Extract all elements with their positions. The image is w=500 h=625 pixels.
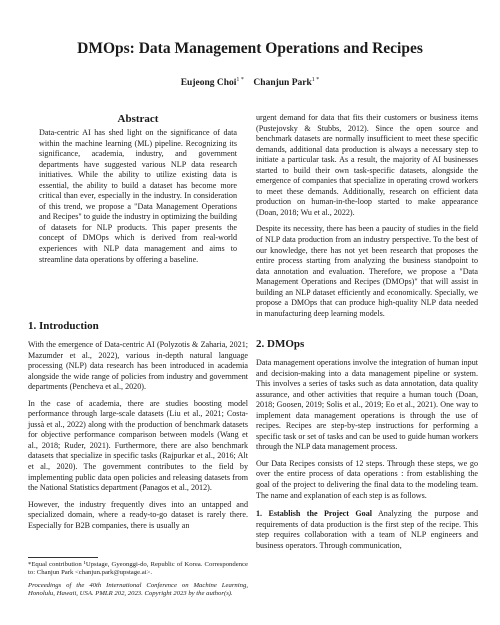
- step-title: 1. Establish the Project Goal: [256, 509, 372, 519]
- abstract-heading: Abstract: [117, 113, 159, 125]
- footnote-separator: [28, 557, 98, 558]
- author-line: [0, 77, 500, 88]
- dmops-body: [256, 358, 478, 551]
- paragraph: In the case of academia, there are studies boosting model performance through large-scale datasets (Liu et al., 2021; Costa-jussà et al., 2022) along with the production of benchmark datasets for objective performance comparison between models (Wang et al., 2018; Ruder, 2021). Furthermore, there are also benchmark datasets that specialize in specific tasks (Rajpurkar et al., 2016; Alt et al., 2020). The government contributes to the field by implementing public data open policies and releasing datasets from the National Statistics department (Panagos et al., 2012).: [28, 398, 248, 493]
- section-heading-introduction: 1. Introduction: [28, 320, 99, 332]
- author-name: Chanjun Park: [253, 78, 312, 89]
- author-name: Eujeong Choi: [180, 78, 237, 89]
- abstract-text: Data-centric AI has shed light on the significance of data within the machine learning (ML) pipeline. Recognizing its significance, academia, industry, and government departments have suggested various NLP data research initiatives. While the ability to utilize existing data is essential, the ability to build a dataset has become more critical than ever, especially in the industry. In consideration of this trend, we propose a "Data Management Operations and Recipes" to guide the industry in optimizing the building of datasets for NLP products. This paper presents the concept of DMOps which is derived from real-world experiences with NLP data management and aims to streamline data operations by offering a baseline.: [39, 128, 237, 264]
- step-text: Analyzing the purpose and requirements of data production is the first step of the recipe. This step requires collaboration with a team of NLP engineers and business operators. Through communication,: [256, 509, 479, 550]
- paragraph: Despite its necessity, there has been a paucity of studies in the field of NLP data production from an industry perspective. To the best of our knowledge, there has not yet been research that proposes the entire process starting from analyzing the business standpoint to data annotation and evaluation. Therefore, we propose a "Data Management Operations and Recipes (DMOps)" that will assist in building an NLP dataset efficiently and economically. Specially, we propose a DMOps that can produce high-quality NLP data needed in manufacturing deep learning models.: [256, 224, 478, 318]
- step-paragraph: [256, 509, 478, 551]
- footnotes: [28, 561, 248, 599]
- right-column-body: [256, 113, 478, 319]
- author-affiliation-mark: 1 *: [236, 77, 244, 83]
- paragraph: However, the industry frequently dives into an untapped and specialized domain, where a ready-to-go dataset is rarely there. Especially for B2B companies, there is usually an: [28, 499, 248, 530]
- paragraph: urgent demand for data that fits their customers or business items (Pustejovsky & Stubbs, 2012). Since the open source and benchmark datasets are normally insufficient to meet these specific demands, additional data production is always a necessary step to initiate a particular task. As a result, the majority of AI businesses started to build their own task-specific datasets, alongside the emergence of companies that specialize in operating crowd workers to meet these demands. Additionally, research on efficient data production on human-in-the-loop started to make appearance (Doan, 2018; Wu et al., 2022).: [256, 113, 478, 217]
- paragraph: Data management operations involve the integration of human input and decision-making into a data management pipeline or system. This involves a series of tasks such as data annotation, data quality assurance, and other activities that require a human touch (Doan, 2018; Goosen, 2019; Solis et al., 2019; Eo et al., 2021). One way to implement data management operations is through the use of recipes. Recipes are step-by-step instructions for performing a specific task or set of tasks and can be used to guide human workers through the NLP data management process.: [256, 358, 478, 452]
- paragraph: With the emergence of Data-centric AI (Polyzotis & Zaharia, 2021; Mazumder et al., 2022), various in-depth natural language processing (NLP) data research has been introduced in academia alongside the wide range of policies from industry and government departments (Pencheva et al., 2020).: [28, 340, 248, 392]
- footnote-proceedings: Proceedings of the 40th International Conference on Machine Learning, Honolulu, Hawaii, USA. PMLR 202, 2023. Copyright 2023 by the author(s).: [28, 581, 248, 598]
- left-column-body: [28, 340, 248, 531]
- section-heading-dmops: 2. DMOps: [256, 338, 305, 350]
- author-affiliation-mark: 1 *: [311, 77, 320, 83]
- footnote-affiliation: *Equal contribution ¹Upstage, Gyeonggi-do, Republic of Korea. Correspondence to: Chanjun Park <chanjun.park@upstage.ai>.: [28, 561, 248, 577]
- paragraph: Our Data Recipes consists of 12 steps. Through these steps, we go over the entire process of data operations : from establishing the goal of the project to delivering the final data to the modeling team. The name and explanation of each step is as follows.: [256, 458, 478, 500]
- paper-title: DMOps: Data Management Operations and Recipes: [77, 40, 423, 57]
